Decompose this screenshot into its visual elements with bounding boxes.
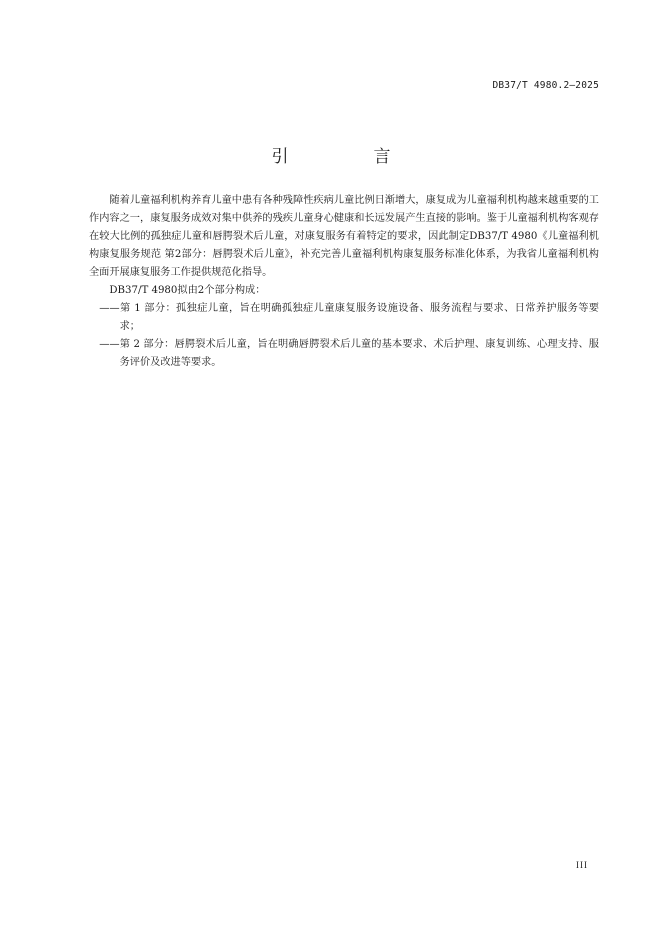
- structure-paragraph: DB37/T 4980拟由2个部分构成：: [109, 285, 266, 296]
- list-item-part-2: ——第 2 部分：唇腭裂术后儿童，旨在明确唇腭裂术后儿童的基本要求、术后护理、康复训练、心理支持、服务评价及改进等要求。: [99, 339, 599, 368]
- list-item-part-1: ——第 1 部分：孤独症儿童，旨在明确孤独症儿童康复服务设施设备、服务流程与要求、日常养护服务等要求；: [99, 303, 599, 332]
- intro-paragraph: 随着儿童福利机构养育儿童中患有各种残障性疾病儿童比例日渐增大，康复成为儿童福利机构越来越重要的工作内容之一，康复服务成效对集中供养的残疾儿童身心健康和长远发展产生直接的影响。鉴于儿童福利机构客观存在较大比例的孤独症儿童和唇腭裂术后儿童，对康复服务有着特定的要求，因此制定DB37/T 4980《儿童福利机构康复服务规范 第2部分：唇腭裂术后儿童》，补充完善儿童福利机构康复服务标准化体系，为我省儿童福利机构全面开展康复服务工作提供规范化指导。: [89, 195, 599, 278]
- section-title: 引 言: [271, 147, 425, 167]
- document-code: DB37/T 4980.2—2025: [492, 80, 599, 91]
- document-body: [89, 192, 599, 372]
- page-number: III: [576, 860, 588, 870]
